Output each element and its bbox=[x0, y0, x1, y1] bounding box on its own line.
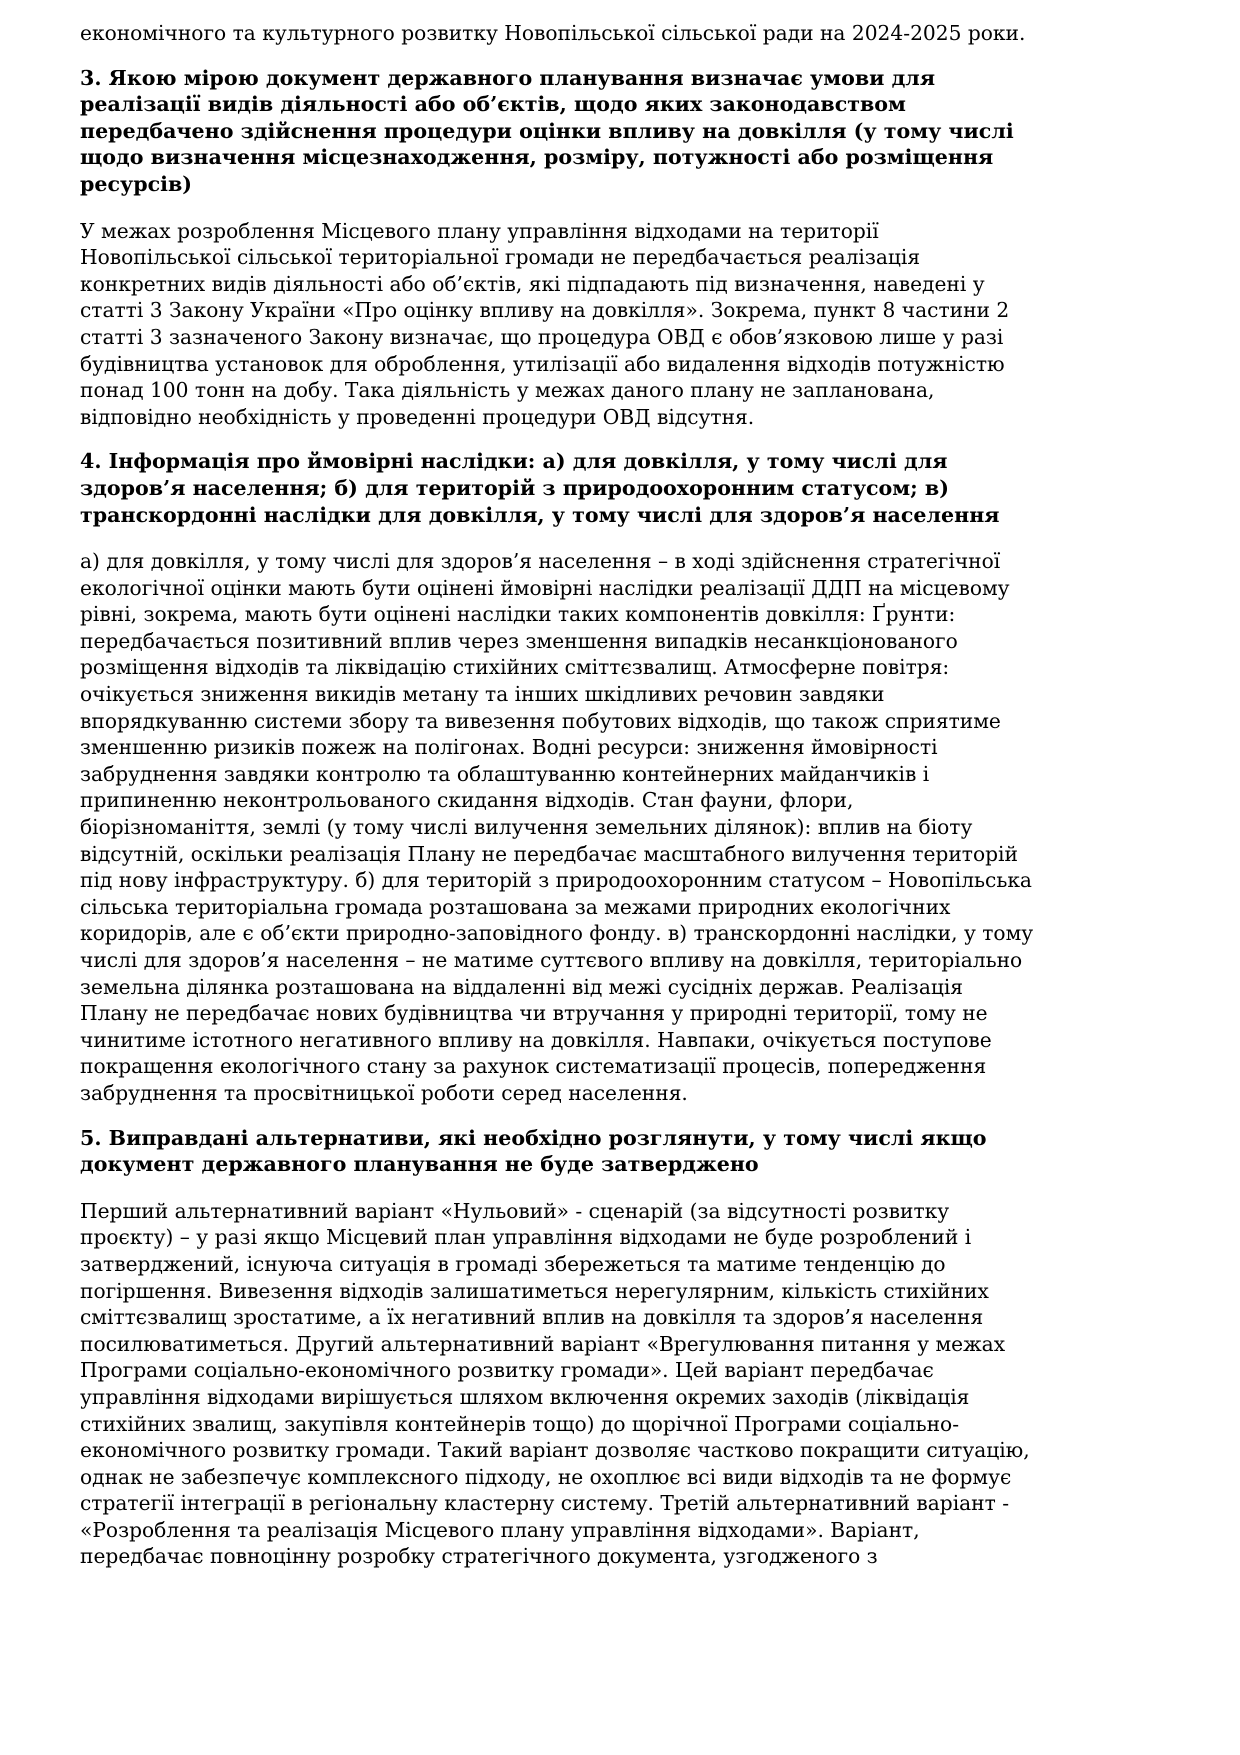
text-line: розміщення відходів та ліквідацію стихійних сміттєзвалищ. Атмосферне повітря: bbox=[80, 655, 950, 680]
text-line: Новопільської сільської територіальної громади не передбачається реалізація bbox=[80, 245, 921, 270]
text-line: біорізноманіття, землі (у тому числі вилучення земельних ділянок): вплив на біоту bbox=[80, 815, 973, 840]
heading-line: документ державного планування не буде затверджено bbox=[80, 1152, 759, 1177]
text-line: Плану не передбачає нових будівництва чи втручання у природні території, тому не bbox=[80, 1001, 988, 1026]
text-line: передбачає повноцінну розробку стратегічного документа, узгодженого з bbox=[80, 1544, 878, 1569]
section-5-paragraph bbox=[80, 1198, 1180, 1570]
text-line: посилюватиметься. Другий альтернативний варіант «Врегулювання питання у межах bbox=[80, 1331, 1006, 1356]
text-line: екологічної оцінки мають бути оцінені ймовірні наслідки реалізації ДДП на місцевому bbox=[80, 575, 1010, 600]
text-line: забруднення та просвітницької роботи серед населення. bbox=[80, 1080, 688, 1105]
heading-line: реалізації видів діяльності або об’єктів, щодо яких законодавством bbox=[80, 92, 906, 117]
heading-line: транскордонні наслідки для довкілля, у тому числі для здоров’я населення bbox=[80, 502, 1000, 527]
text-line: «Розроблення та реалізація Місцевого плану управління відходами». Варіант, bbox=[80, 1517, 920, 1542]
text-line: погіршення. Вивезення відходів залишатиметься нерегулярним, кількість стихійних bbox=[80, 1278, 989, 1303]
text-line: очікується зниження викидів метану та інших шкідливих речовин завдяки bbox=[80, 682, 885, 707]
text-line: під нову інфраструктуру. б) для територій з природоохоронним статусом – Новопільська bbox=[80, 868, 1032, 893]
text-line: затверджений, існуюча ситуація в громаді збережеться та матиме тенденцію до bbox=[80, 1251, 946, 1276]
heading-line: здоров’я населення; б) для територій з природоохоронним статусом; в) bbox=[80, 475, 949, 500]
section-3-heading bbox=[80, 65, 1180, 198]
heading-line: ресурсів) bbox=[80, 171, 193, 196]
text-line: а) для довкілля, у тому числі для здоров’я населення – в ході здійснення стратегічної bbox=[80, 549, 1001, 574]
heading-line: 3. Якою мірою документ державного планування визначає умови для bbox=[80, 65, 936, 90]
text-line: У межах розроблення Місцевого плану управління відходами на території bbox=[80, 218, 879, 243]
text-line: впорядкуванню системи збору та вивезення побутових відходів, що також сприятиме bbox=[80, 708, 1001, 733]
text-line: статті 3 зазначеного Закону визначає, що процедура ОВД є обов’язковою лише у разі bbox=[80, 324, 1004, 349]
heading-line: щодо визначення місцезнаходження, розміру, потужності або розміщення bbox=[80, 145, 994, 170]
heading-line: 5. Виправдані альтернативи, які необхідно розглянути, у тому числі якщо bbox=[80, 1125, 987, 1150]
text-line: числі для здоров’я населення – не матиме суттєвого впливу на довкілля, територіально bbox=[80, 948, 1023, 972]
text-line: забруднення завдяки контролю та облаштуванню контейнерних майданчиків і bbox=[80, 761, 930, 786]
text-line: будівництва установок для оброблення, утилізації або видалення відходів потужністю bbox=[80, 351, 1005, 376]
text-line: рівні, зокрема, мають бути оцінені наслідки таких компонентів довкілля: Ґрунти: bbox=[80, 602, 956, 627]
text-line: проєкту) – у разі якщо Місцевий план управління відходами не буде розроблений і bbox=[80, 1225, 972, 1250]
text-line: сільська територіальна громада розташована за межами природних екологічних bbox=[80, 894, 951, 919]
section-5-heading bbox=[80, 1125, 1180, 1178]
text-line: статті 3 Закону України «Про оцінку впливу на довкілля». Зокрема, пункт 8 частини 2 bbox=[80, 298, 1010, 323]
intro-tail-paragraph bbox=[80, 20, 1180, 47]
text-line: Перший альтернативний варіант «Нульовий» - сценарій (за відсутності розвитку bbox=[80, 1198, 950, 1223]
section-4-heading bbox=[80, 448, 1180, 528]
section-3-paragraph bbox=[80, 218, 1180, 431]
text-line: відсутній, оскільки реалізація Плану не передбачає масштабного вилучення територій bbox=[80, 841, 1018, 866]
text-line: чинитиме істотного негативного впливу на довкілля. Навпаки, очікується поступове bbox=[80, 1027, 992, 1052]
text-line: понад 100 тонн на добу. Така діяльність у межах даного плану не запланована, bbox=[80, 378, 935, 403]
text-line: передбачається позитивний вплив через зменшення випадків несанкціонованого bbox=[80, 628, 958, 653]
text-line: зменшенню ризиків пожеж на полігонах. Водні ресурси: зниження ймовірності bbox=[80, 735, 938, 760]
text-line: коридорів, але є об’єкти природно-заповідного фонду. в) транскордонні наслідки, у тому bbox=[80, 921, 1034, 946]
text-line: конкретних видів діяльності або об’єктів, які підпадають під визначення, наведені у bbox=[80, 271, 985, 296]
text-line: економічного розвитку громади. Такий варіант дозволяє частково покращити ситуацію, bbox=[80, 1438, 1030, 1463]
heading-line: передбачено здійснення процедури оцінки впливу на довкілля (у тому числі bbox=[80, 118, 1014, 143]
text-line: управління відходами вирішується шляхом включення окремих заходів (ліквідація bbox=[80, 1384, 970, 1409]
text-line: економічного та культурного розвитку Новопільської сільської ради на 2024-2025 роки. bbox=[80, 21, 1026, 45]
text-line: покращення екологічного стану за рахунок систематизації процесів, попередження bbox=[80, 1054, 987, 1079]
text-line: стихійних звалищ, закупівля контейнерів тощо) до щорічної Програми соціально- bbox=[80, 1411, 960, 1436]
section-4-paragraph bbox=[80, 548, 1180, 1106]
document-page bbox=[80, 20, 1180, 1570]
text-line: припиненню неконтрольованого скидання відходів. Стан фауни, флори, bbox=[80, 788, 854, 813]
text-line: земельна ділянка розташована на віддаленні від межі сусідніх держав. Реалізація bbox=[80, 974, 964, 999]
heading-line: 4. Інформація про ймовірні наслідки: а) для довкілля, у тому числі для bbox=[80, 449, 948, 474]
text-line: відповідно необхідність у проведенні процедури ОВД відсутня. bbox=[80, 404, 755, 429]
text-line: Програми соціально-економічного розвитку громади». Цей варіант передбачає bbox=[80, 1358, 934, 1383]
text-line: однак не забезпечує комплексного підходу, не охоплює всі види відходів та не формує bbox=[80, 1464, 1012, 1489]
text-line: стратегії інтеграції в регіональну кластерну систему. Третій альтернативний варіант - bbox=[80, 1491, 1010, 1516]
text-line: сміттєзвалищ зростатиме, а їх негативний вплив на довкілля та здоров’я населення bbox=[80, 1305, 984, 1330]
